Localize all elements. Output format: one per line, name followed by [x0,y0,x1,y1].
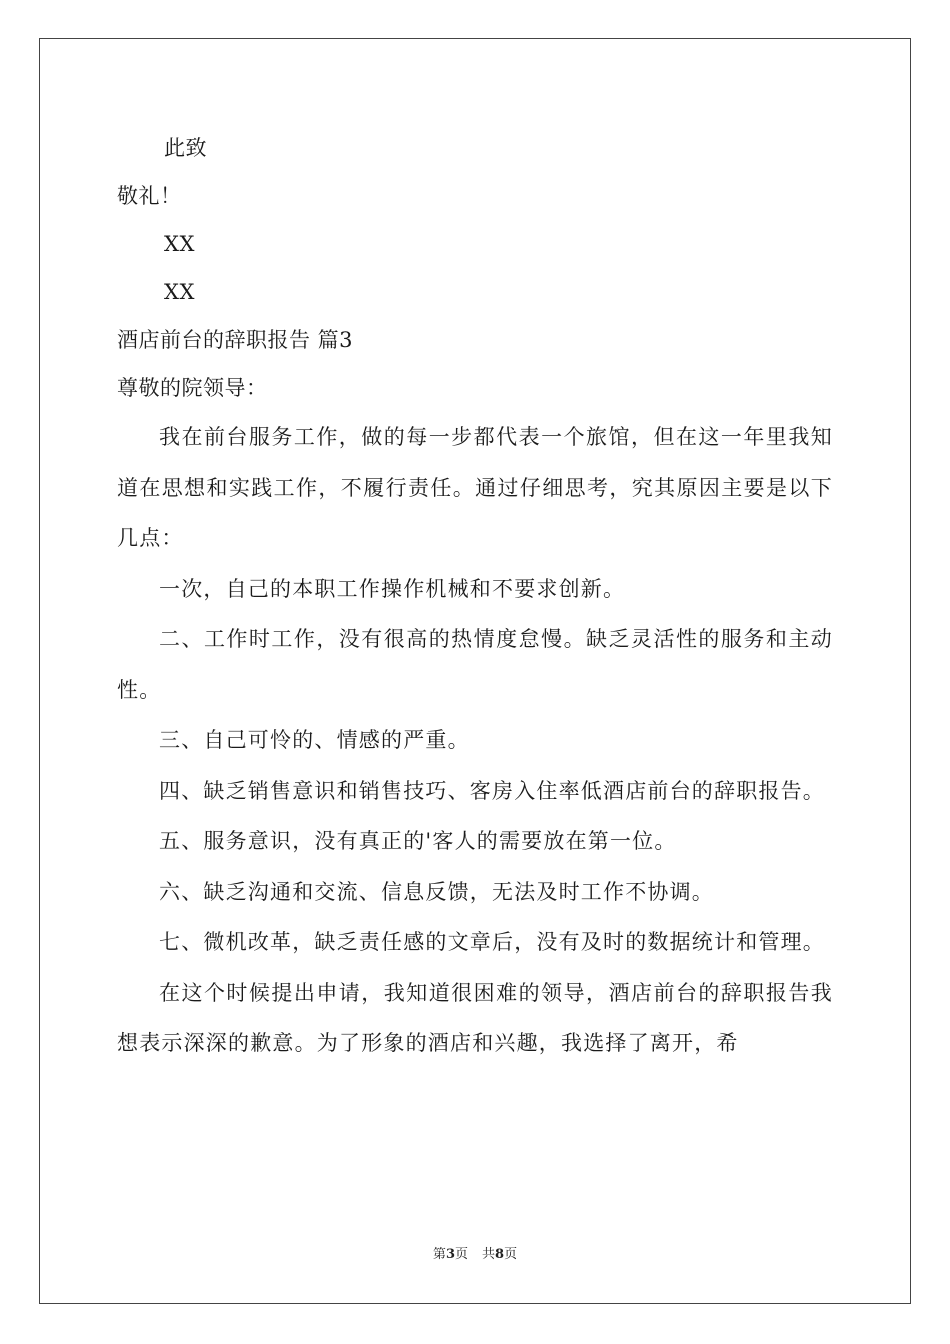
total-suffix: 页 [504,1247,518,1262]
paragraph: 我在前台服务工作，做的每一步都代表一个旅馆，但在这一年里我知道在思想和实践工作，不履行责任。通过仔细思考，究其原因主要是以下几点： [117,425,833,550]
total-pages-number: 8 [495,1247,505,1262]
section-title: 酒店前台的辞职报告 篇3 [117,328,354,352]
paragraph: 一次，自己的本职工作操作机械和不要求创新。 [159,576,626,601]
addressee: 尊敬的院领导： [117,376,268,400]
signature-date: XX [164,280,195,304]
paragraph: 在这个时候提出申请，我知道很困难的领导，酒店前台的辞职报告我想表示深深的歉意。为了形象的酒店和兴趣，我选择了离开，希 [117,980,833,1055]
closing-respect: 敬礼！ [117,184,182,208]
page-suffix: 页 [454,1247,468,1262]
current-page-number: 3 [445,1247,455,1262]
paragraph: 四、缺乏销售意识和销售技巧、客房入住率低酒店前台的辞职报告。 [159,778,825,803]
paragraph: 七、微机改革，缺乏责任感的文章后，没有及时的数据统计和管理。 [159,930,825,954]
paragraph: 五、服务意识，没有真正的'客人的需要放在第一位。 [159,829,677,853]
signature-name: XX [164,232,195,256]
paragraph: 三、自己可怜的、情感的严重。 [159,728,470,752]
total-prefix: 共 [482,1247,496,1262]
paragraph: 六、缺乏沟通和交流、信息反馈，无法及时工作不协调。 [159,879,714,904]
paragraph: 二、工作时工作，没有很高的热情度怠慢。缺乏灵活性的服务和主动性。 [117,627,833,702]
closing-salutation: 此致 [164,136,207,160]
page-footer [0,1243,950,1262]
page-prefix: 第 [432,1247,446,1262]
document-body [117,124,833,1069]
